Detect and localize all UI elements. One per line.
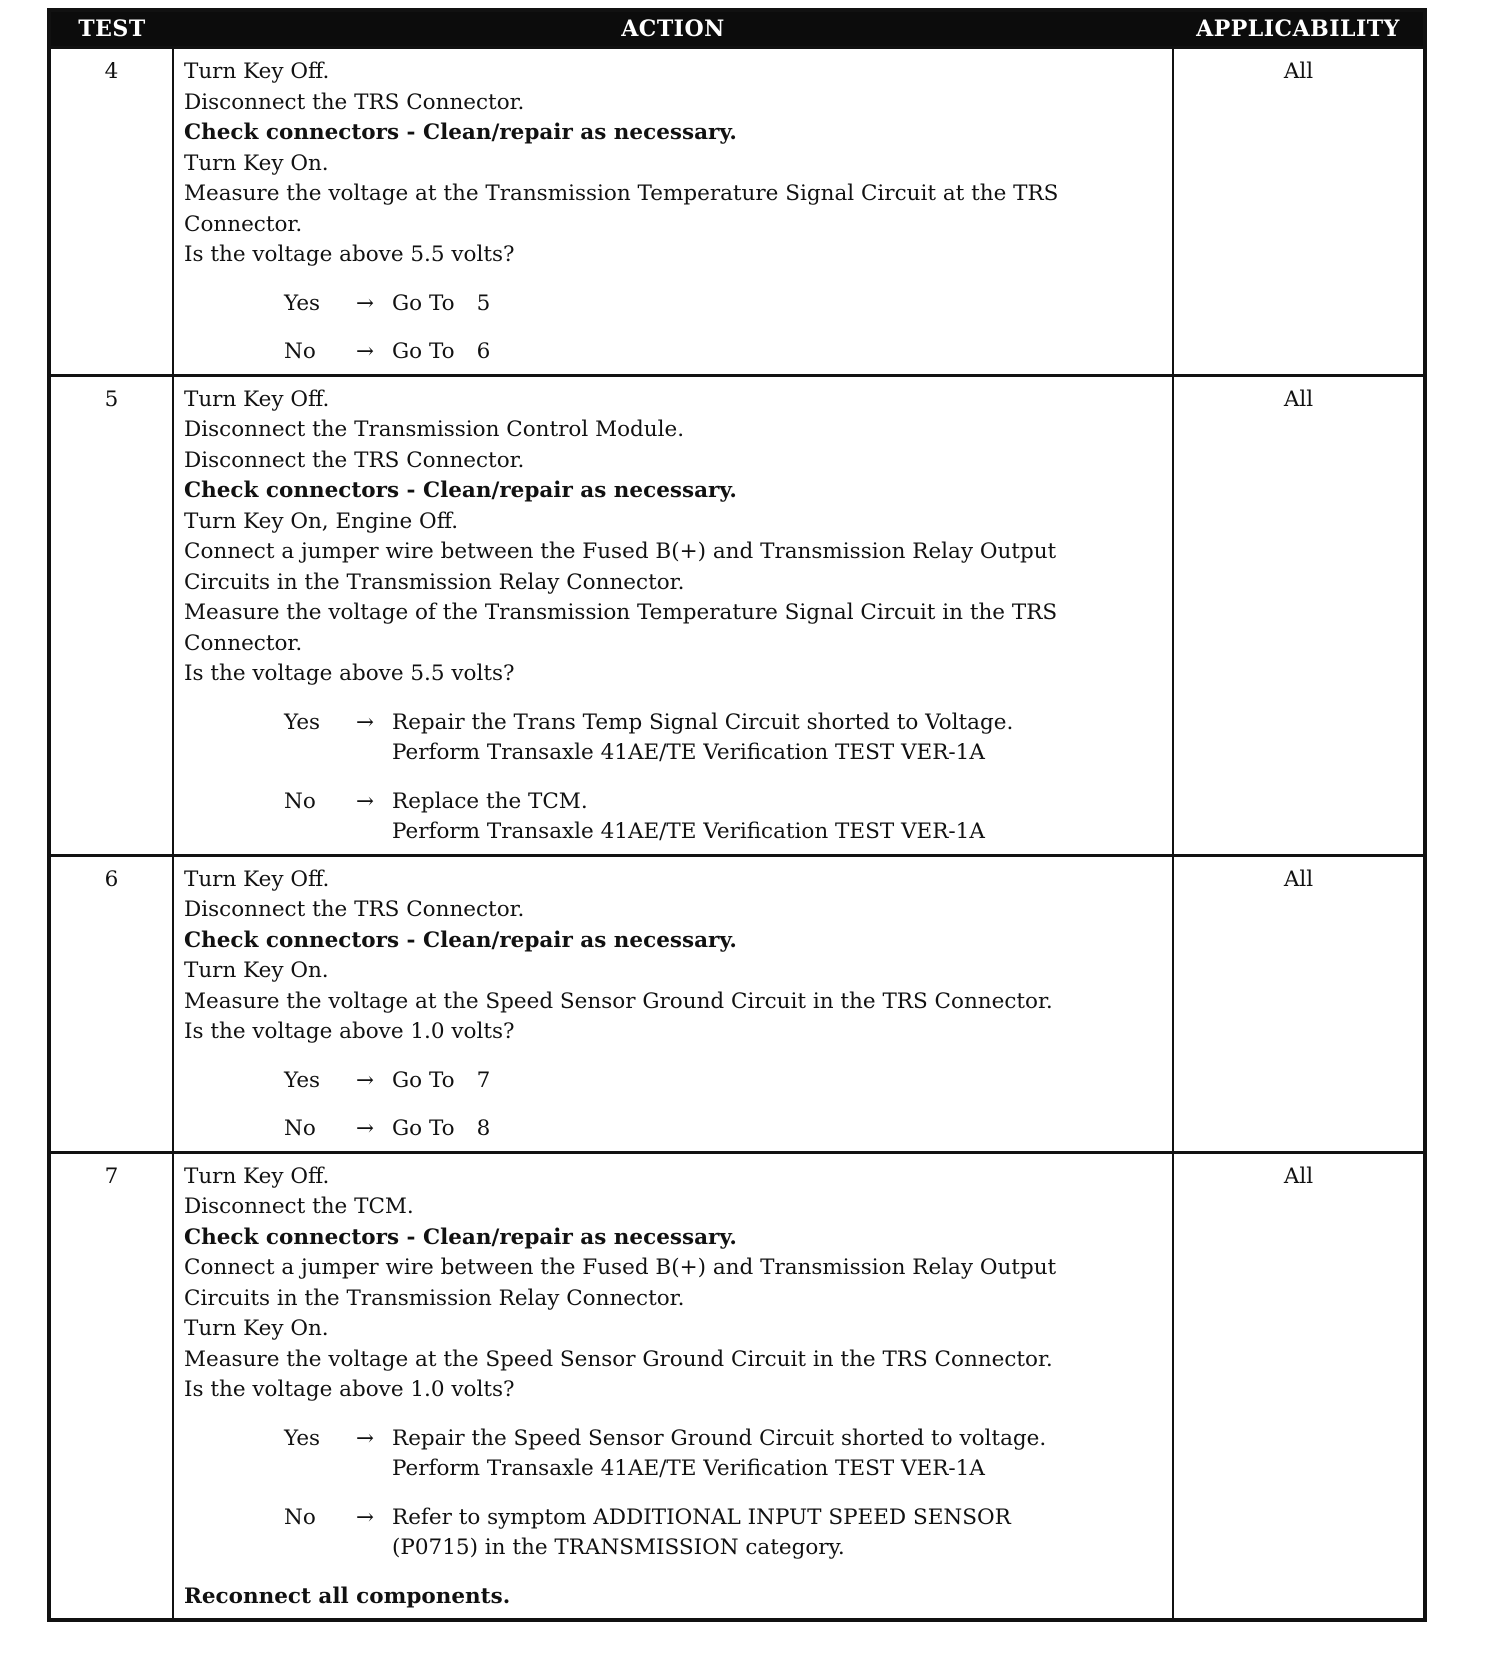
goto-target[interactable]: 7 [476,1067,491,1093]
table-row [49,48,1425,376]
test-number: 7 [49,1152,173,1620]
instruction-line: Is the voltage above 5.5 volts? [184,242,515,267]
no-branch [284,1503,1164,1564]
final-instruction: Reconnect all components. [184,1583,511,1609]
result-line [392,291,490,316]
test-number: 4 [49,48,173,376]
action-cell [173,48,1173,376]
instruction-line: Measure the voltage at the Speed Sensor Ground Circuit in the TRS Connector. [184,988,1053,1014]
header-applicability: APPLICABILITY [1173,10,1425,48]
instruction-line: Is the voltage above 5.5 volts? [184,661,515,686]
yes-branch [284,708,1164,769]
result-line: Repair the Speed Sensor Ground Circuit shorted to voltage. [392,1425,1047,1451]
instruction-emphasis: Check connectors - Clean/repair as necessary. [184,1224,737,1250]
yes-label: Yes [284,290,321,316]
yes-label: Yes [284,1425,321,1451]
yes-branch [284,1424,1164,1485]
goto-target[interactable]: 5 [476,290,491,316]
result-line: (P0715) in the TRANSMISSION category. [392,1535,845,1560]
instruction-emphasis: Check connectors - Clean/repair as necessary. [184,927,737,953]
applicability-cell: All [1173,48,1425,376]
test-number: 6 [49,855,173,1152]
goto-label: Go To [392,290,455,316]
instruction-line: Turn Key Off. [184,59,330,84]
instruction-emphasis: Check connectors - Clean/repair as necessary. [184,478,737,503]
right-arrow-icon: → [355,1067,374,1093]
no-label: No [284,1504,316,1530]
yes-result [392,289,1164,320]
instruction-line: Disconnect the TRS Connector. [184,89,525,115]
test-number: 5 [49,375,173,855]
no-result [392,337,1164,368]
action-cell [173,855,1173,1152]
result-line [392,1068,490,1093]
right-arrow-icon: → [355,788,374,814]
instruction-line: Disconnect the TRS Connector. [184,447,525,473]
yes-label: Yes [284,1067,321,1093]
action-cell [173,1152,1173,1620]
instruction-line: Is the voltage above 1.0 volts? [184,1019,515,1044]
applicability-cell: All [1173,855,1425,1152]
no-label: No [284,1116,316,1141]
goto-label: Go To [392,1067,455,1093]
instruction-line: Disconnect the TRS Connector. [184,897,525,922]
header-action: ACTION [173,10,1173,48]
goto-label: Go To [392,1116,455,1141]
instruction-line: Measure the voltage of the Transmission Temperature Signal Circuit in the TRS [184,600,1058,625]
instruction-line: Turn Key On. [184,1316,329,1341]
instruction-line: Disconnect the Transmission Control Module. [184,417,685,442]
instruction-line: Circuits in the Transmission Relay Connector. [184,569,685,595]
goto-target[interactable]: 8 [476,1116,491,1141]
instruction-line: Connector. [184,211,303,237]
instruction-line: Disconnect the TCM. [184,1194,414,1219]
right-arrow-icon: → [355,290,374,316]
result-line [392,1116,490,1141]
instruction-line: Turn Key On, Engine Off. [184,508,459,534]
yes-branch [284,1066,1164,1097]
instruction-emphasis: Check connectors - Clean/repair as necessary. [184,120,737,145]
result-line [392,339,490,364]
no-branch [284,337,1164,368]
right-arrow-icon: → [355,1504,374,1530]
instruction-line: Measure the voltage at the Transmission Temperature Signal Circuit at the TRS [184,181,1059,206]
yes-label: Yes [284,709,321,735]
result-line: Perform Transaxle 41AE/TE Verification TEST VER-1A [392,1456,985,1481]
no-result [392,787,1164,848]
yes-branch [284,289,1164,320]
goto-target[interactable]: 6 [476,339,491,364]
applicability-cell: All [1173,375,1425,855]
table-row [49,1152,1425,1620]
instruction-line: Turn Key Off. [184,866,330,892]
table-row [49,375,1425,855]
table-row [49,855,1425,1152]
right-arrow-icon: → [355,1116,374,1141]
table-body [49,48,1425,1621]
no-label: No [284,788,316,814]
yes-result [392,1424,1164,1485]
no-result [392,1114,1164,1145]
yes-result [392,708,1164,769]
instruction-line: Is the voltage above 1.0 volts? [184,1377,515,1402]
result-line: Repair the Trans Temp Signal Circuit shorted to Voltage. [392,709,1014,735]
result-line: Perform Transaxle 41AE/TE Verification TEST VER-1A [392,819,985,844]
result-line: Perform Transaxle 41AE/TE Verification TEST VER-1A [392,740,985,765]
instruction-line: Turn Key Off. [184,386,330,412]
header-test: TEST [49,10,173,48]
right-arrow-icon: → [355,339,374,364]
instruction-line: Connector. [184,630,303,656]
goto-label: Go To [392,339,455,364]
instruction-line: Turn Key On. [184,150,329,176]
no-label: No [284,339,316,364]
no-branch [284,1114,1164,1145]
instruction-line: Circuits in the Transmission Relay Connector. [184,1285,685,1311]
instruction-line: Connect a jumper wire between the Fused B(+) and Transmission Relay Output [184,1255,1057,1280]
applicability-cell: All [1173,1152,1425,1620]
table-header-row [49,10,1425,48]
instruction-line: Measure the voltage at the Speed Sensor Ground Circuit in the TRS Connector. [184,1346,1053,1372]
instruction-line: Turn Key On. [184,958,329,983]
right-arrow-icon: → [355,709,374,735]
no-branch [284,787,1164,848]
instruction-line: Connect a jumper wire between the Fused B(+) and Transmission Relay Output [184,539,1057,564]
result-line: Replace the TCM. [392,788,588,814]
instruction-line: Turn Key Off. [184,1163,330,1189]
right-arrow-icon: → [355,1425,374,1451]
diagnostic-test-table [47,8,1427,1622]
yes-result [392,1066,1164,1097]
result-line: Refer to symptom ADDITIONAL INPUT SPEED SENSOR [392,1504,1011,1530]
no-result [392,1503,1164,1564]
action-cell [173,375,1173,855]
